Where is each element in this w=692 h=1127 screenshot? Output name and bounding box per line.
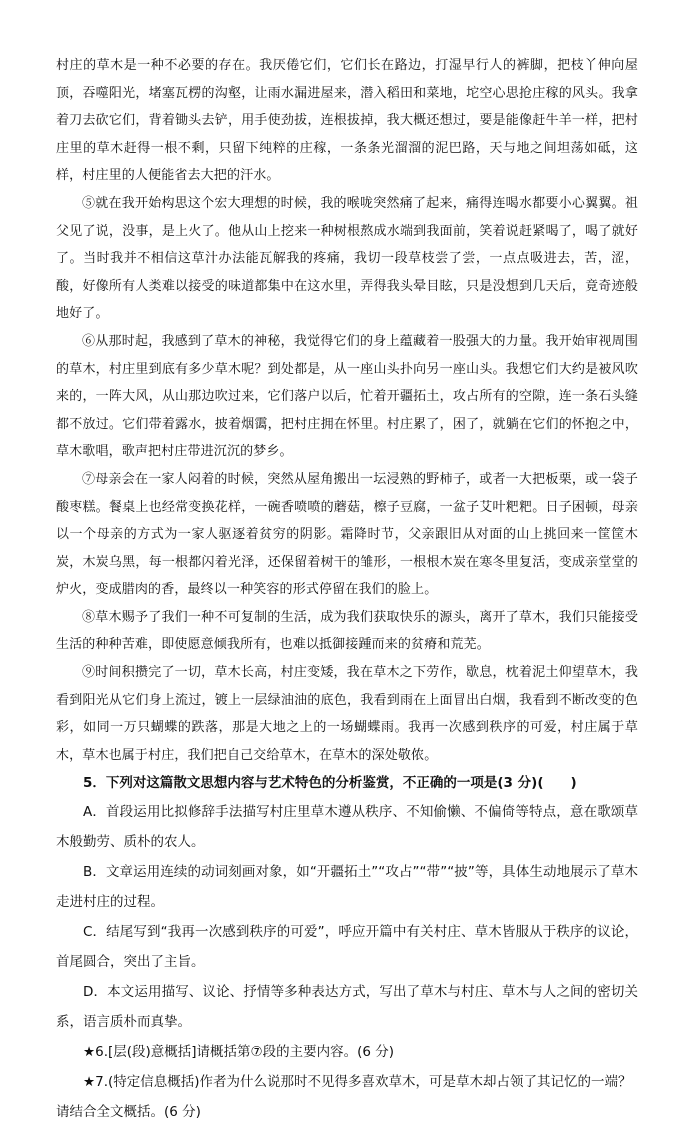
passage-paragraph-9: ⑨时间积攒完了一切，草木长高，村庄变矮，我在草木之下劳作，歇息，枕着泥土仰望草木，我看到阳光从它们身上流过，镀上一层绿油油的底色，我看到雨在上面冒出白烟，我看到不断改变的色彩，如同一万只蝴蝶的跌落，那是大地之上的一场蝴蝶雨。我再一次感到秩序的可爱，村庄属于草木，草木也属于村庄，我们把自己交给草木，在草木的深处敬侬。	[56, 665, 638, 763]
passage-paragraph-7: ⑦母亲会在一家人闷着的时候，突然从屋角搬出一坛浸熟的野柿子，或者一大把板栗，或一袋子酸枣糕。餐桌上也经常变换花样，一碗香喷喷的蘑菇，檫子豆腐，一盆子艾叶粑粑。日子困顿，母亲以一个母亲的方式为一家人驱逐着贫穷的阴影。霜降时节，父亲跟旧从对面的山上挑回来一筐筐木炭，木炭乌黑，每一根都闪着光泽，还保留着树干的雏形，一根根木炭在寒冬里复活，变成亲堂堂的炉火，变成腊肉的香，最终以一种笑容的形式停留在我们的脸上。	[56, 471, 638, 598]
question-5-stem: 5．下列对这篇散文思想内容与艺术特色的分析鉴赏，不正确的一项是(3 分)( )	[83, 775, 577, 792]
passage-paragraph-continued: 村庄的草木是一种不必要的存在。我厌倦它们，它们长在路边，打湿早行人的裤脚，把枝丫伸向屋顶，吞噬阳光，堵塞瓦楞的沟壑，让雨水漏进屋来，潜入稻田和菜地，坨空心思抢庄稼的风头。我拿着刀去砍它们，背着锄头去铲，用手使劲拔，连根拔掉，我大概还想过，要是能像赶牛羊一样，把村庄里的草木赶得一根不剩，只留下纯粹的庄稼，一条条光溜溜的泥巴路，天与地之间坦荡如砥，这样，村庄里的人便能省去大把的汗水。	[56, 58, 638, 184]
passage-paragraph-8: ⑧草木赐予了我们一种不可复制的生活，成为我们获取快乐的源头，离开了草木，我们只能接受生活的种种苦难，即使愿意倾我所有，也难以抵御接踵而来的贫瘠和荒芜。	[56, 609, 638, 653]
question-5-option-a: A．首段运用比拟修辞手法描写村庄里草木遵从秩序、不知偷懒、不偏倚等特点，意在歌颂草木般勤劳、质朴的农人。	[56, 804, 638, 851]
question-5-option-b: B．文章运用连续的动词刻画对象，如“开疆拓土”“攻占”“带”“披”等，具体生动地展示了草木走进村庄的过程。	[56, 864, 638, 911]
document-page	[56, 52, 638, 1127]
question-5-option-d: D．本文运用描写、议论、抒情等多种表达方式，写出了草木与村庄、草木与人之间的密切关系，语言质朴而真挚。	[56, 984, 638, 1031]
passage-paragraph-5: ⑤就在我开始构思这个宏大理想的时候，我的喉咙突然痛了起来，痛得连喝水都要小心翼翼。祖父见了说，没事，是上火了。他从山上挖来一种树根熬成水端到我面前，笑着说赶紧喝了，喝了就好了。当时我并不相信这草汁办法能瓦解我的疼痛，我切一段草枝尝了尝，一点点吸进去，苦，涩，酸，好像所有人类难以接受的味道都集中在这水里，弄得我头晕目眩，只是没想到几天后，竟奇迹般地好了。	[56, 195, 638, 322]
question-5-option-c: C．结尾写到“我再一次感到秩序的可爱”，呼应开篇中有关村庄、草木皆服从于秩序的议论，首尾圆合，突出了主旨。	[56, 924, 638, 971]
passage-paragraph-6: ⑥从那时起，我感到了草木的神秘，我觉得它们的身上蕴藏着一股强大的力量。我开始审视周围的草木，村庄里到底有多少草木呢？到处都是，从一座山头扑向另一座山头。我想它们大约是被风吹来的，一阵大风，从山那边吹过来，它们落户以后，忙着开疆拓土，攻占所有的空隙，连一条石头缝都不放过。它们带着露水，披着烟霭，把村庄拥在怀里。村庄累了，困了，就躺在它们的怀抱之中，草木歌唱，歌声把村庄带进沉沉的梦乡。	[56, 333, 638, 460]
question-6: ★6.[层(段)意概括]请概括第⑦段的主要内容。(6 分)	[83, 1044, 395, 1061]
question-7: ★7.(特定信息概括)作者为什么说那时不见得多喜欢草木，可是草木却占领了其记忆的一端？请结合全文概括。(6 分)	[56, 1074, 632, 1121]
